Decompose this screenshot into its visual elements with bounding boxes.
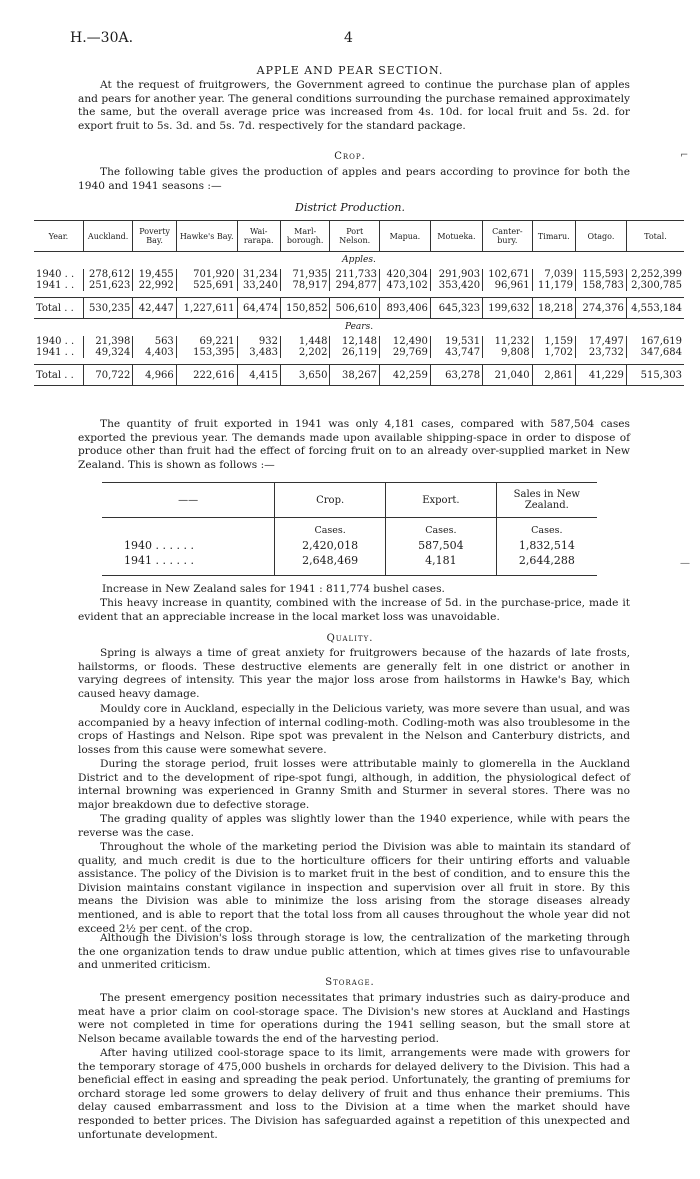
column-header: Hawke's Bay. — [176, 221, 237, 252]
table-cell: 4,181 — [386, 553, 497, 576]
column-header: Crop. — [275, 483, 386, 518]
column-header: Auckland. — [83, 221, 133, 252]
table-cell: 26,119 — [330, 347, 380, 358]
table-cell: 294,877 — [330, 280, 380, 291]
table-cell: 153,395 — [176, 347, 237, 358]
table-cell: 29,769 — [379, 347, 430, 358]
table-header-row — [34, 221, 684, 252]
table-cell: 2,648,469 — [275, 553, 386, 576]
table-row — [34, 347, 684, 358]
quality-paragraph-1: Spring is always a time of great anxiety for fruitgrowers because of the hazards of late frosts, hailstorms, or floods. These destructive elements are generally felt in one district or another in varying degrees of intensity. This year the major loss arose from hailstorms in Hawke's Bay, which caused heavy damage. — [78, 647, 630, 700]
table-cell: 158,783 — [576, 280, 627, 291]
table-cell: 473,102 — [379, 280, 430, 291]
export-header-row — [102, 483, 597, 518]
table-cell: 150,852 — [280, 298, 330, 319]
table-cell: 645,323 — [430, 298, 482, 319]
table-cell: 43,747 — [430, 347, 482, 358]
table-cell: 3,650 — [280, 365, 330, 386]
table-cell: 420,304 — [379, 269, 430, 280]
quality-paragraph-4: The grading quality of apples was slightly lower than the 1940 experience, while with pears the reverse was the case. — [78, 813, 630, 839]
column-header: —— — [102, 483, 275, 518]
table-cell: 11,179 — [532, 280, 575, 291]
column-header: Timaru. — [532, 221, 575, 252]
table-cell: 12,148 — [330, 336, 380, 347]
table-cell: 2,252,399 — [626, 269, 684, 280]
table-cell: 278,612 — [83, 269, 133, 280]
row-label: 1941 . . — [36, 280, 75, 291]
section-title: APPLE AND PEAR SECTION. — [256, 64, 444, 77]
table-cell: 42,447 — [133, 298, 176, 319]
table-cell: 1,227,611 — [176, 298, 237, 319]
unit-label: Cases. — [496, 518, 597, 539]
table-row — [102, 553, 597, 576]
table-cell: 893,406 — [379, 298, 430, 319]
table-row — [102, 538, 597, 553]
table-cell: 2,420,018 — [275, 538, 386, 553]
column-header: Total. — [626, 221, 684, 252]
total-row — [34, 365, 684, 386]
table-cell: 1,448 — [280, 336, 330, 347]
table-cell: 12,490 — [379, 336, 430, 347]
table-cell: 2,861 — [532, 365, 575, 386]
row-label: 1941 . . . . . . — [102, 553, 275, 576]
table-cell: 102,671 — [483, 269, 533, 280]
row-label: 1940 . . — [36, 336, 75, 347]
table-cell: 701,920 — [176, 269, 237, 280]
table-cell: 353,420 — [430, 280, 482, 291]
table-cell: 563 — [133, 336, 176, 347]
table-cell: 167,619 — [626, 336, 684, 347]
table-cell: 115,593 — [576, 269, 627, 280]
table-cell: 1,832,514 — [496, 538, 597, 553]
table-cell: 17,497 — [576, 336, 627, 347]
increase-line: Increase in New Zealand sales for 1941 : 811,774 bushel cases. — [102, 583, 445, 595]
unit-label: Cases. — [386, 518, 497, 539]
table-cell: 2,644,288 — [496, 553, 597, 576]
row-label: 1941 . . — [36, 347, 75, 358]
margin-mark: ⌐ — [680, 150, 689, 161]
column-header: Poverty Bay. — [133, 221, 176, 252]
table-cell: 96,961 — [483, 280, 533, 291]
quality-paragraph-3: During the storage period, fruit losses were attributable mainly to glomerella in the Auckland District and to the development of ripe-spot fungi, although, in addition, the physiological defect of internal browning was experienced in Granny Smith and Sturmer in several stores. There was no major breakdown due to defective storage. — [78, 758, 630, 811]
table-cell: 21,040 — [483, 365, 533, 386]
table-cell: 11,232 — [483, 336, 533, 347]
table-row — [34, 280, 684, 291]
table-cell: 4,553,184 — [626, 298, 684, 319]
table-cell: 23,732 — [576, 347, 627, 358]
table-cell: 31,234 — [237, 269, 280, 280]
table-cell: 347,684 — [626, 347, 684, 358]
table-cell: 38,267 — [330, 365, 380, 386]
table-cell: 63,278 — [430, 365, 482, 386]
total-row — [34, 298, 684, 319]
table-cell: 530,235 — [83, 298, 133, 319]
table-cell: 4,403 — [133, 347, 176, 358]
column-header: Sales in New Zealand. — [496, 483, 597, 518]
column-header: Mapua. — [379, 221, 430, 252]
table-cell: 222,616 — [176, 365, 237, 386]
table-cell: 211,733 — [330, 269, 380, 280]
table-cell: 2,202 — [280, 347, 330, 358]
table-cell: 71,935 — [280, 269, 330, 280]
table-cell: 19,455 — [133, 269, 176, 280]
table-cell: 506,610 — [330, 298, 380, 319]
table-body — [34, 252, 684, 386]
storage-paragraph-2: After having utilized cool-storage space to its limit, arrangements were made with growers for the temporary storage of 475,000 bushels in orchards for delayed delivery to the Division. This had a beneficial effect in easing and spreading the peak period. Unfortunately, the granting of premiums for orchard storage led some growers to delay delivery of fruit and thus enhance their premiums. This delay caused embarrassment and loss to the Division at a time when the market should have responded to better prices. The Division has safeguarded against a repetition of this unexpected and unfortunate development. — [78, 1047, 630, 1141]
table-cell: 9,808 — [483, 347, 533, 358]
crop-paragraph: The following table gives the production of apples and pears according to province for both the 1940 and 1941 seasons :— — [78, 166, 630, 192]
unit-label: Cases. — [275, 518, 386, 539]
table-cell: 18,218 — [532, 298, 575, 319]
table-cell: 4,415 — [237, 365, 280, 386]
column-header: Year. — [34, 221, 83, 252]
table-cell: 33,240 — [237, 280, 280, 291]
table-cell: 515,303 — [626, 365, 684, 386]
table-cell: 1,702 — [532, 347, 575, 358]
district-production-table — [34, 220, 684, 386]
quality-paragraph-6: Although the Division's loss through storage is low, the centralization of the marketing through the one organization tends to draw undue public attention, which at times gives rise to unfavourable and unmerited criticism. — [78, 932, 630, 972]
row-label: Total . . — [34, 298, 83, 319]
intro-paragraph: At the request of fruitgrowers, the Government agreed to continue the purchase plan of apples and pears for another year. The general conditions surrounding the purchase remained approximately the same, but the overall average price was increased from 4s. 10d. for local fruit and 5s. 2d. for export fruit to 5s. 3d. and 5s. 7d. respectively for the standard package. — [78, 79, 630, 132]
table-cell: 22,992 — [133, 280, 176, 291]
column-header: Marl-borough. — [280, 221, 330, 252]
table-row — [34, 336, 684, 347]
column-header: Motueka. — [430, 221, 482, 252]
storage-paragraph-1: The present emergency position necessitates that primary industries such as dairy-produce and meat have a prior claim on cool-storage space. The Division's new stores at Auckland and Hastings were not completed in time for operations during the 1941 selling season, but the small store at Nelson became available towards the end of the harvesting period. — [78, 992, 630, 1045]
quality-paragraph-5: Throughout the whole of the marketing period the Division was able to maintain its standard of quality, and much credit is due to the horticulture officers for their untiring efforts and valuable assistance. The policy of the Division is to market fruit in the best of condition, and to ensure this the Division maintains constant vigilance in inspection and supervision over all fruit in store. By this means the Division was able to minimize the loss arising from the storage diseases already mentioned, and is able to report that the total loss from all causes throughout the whole year did not exceed 2½ per cent. of the crop. — [78, 841, 630, 935]
quality-heading: Quality. — [326, 633, 374, 644]
column-header: Wai-rarapa. — [237, 221, 280, 252]
table-cell: 525,691 — [176, 280, 237, 291]
table-cell: 64,474 — [237, 298, 280, 319]
table-cell: 78,917 — [280, 280, 330, 291]
units-row — [102, 518, 597, 539]
export-table-body — [102, 518, 597, 576]
quality-paragraph-2: Mouldy core in Auckland, especially in the Delicious variety, was more severe than usual, and was accompanied by a heavy infection of internal codling-moth. Codling-moth was also troublesome in the crops of Hastings and Nelson. Ripe spot was prevalent in the Nelson and Canterbury districts, and losses from this cause were somewhat severe. — [78, 703, 630, 756]
increase-paragraph: This heavy increase in quantity, combined with the increase of 5d. in the purchase-price, made it evident that an appreciable increase in the local market loss was unavoidable. — [78, 597, 630, 623]
table-cell: 1,159 — [532, 336, 575, 347]
storage-heading: Storage. — [325, 977, 375, 988]
page-number: 4 — [344, 30, 353, 46]
table-row — [34, 269, 684, 280]
table-cell: 41,229 — [576, 365, 627, 386]
table-cell: 70,722 — [83, 365, 133, 386]
export-table — [102, 482, 597, 576]
table-cell: 69,221 — [176, 336, 237, 347]
row-label: Total . . — [34, 365, 83, 386]
column-header: Export. — [386, 483, 497, 518]
table-cell: 19,531 — [430, 336, 482, 347]
margin-mark: — — [680, 558, 690, 569]
table-cell: 932 — [237, 336, 280, 347]
band-label: Apples. — [342, 255, 376, 265]
band-label: Pears. — [344, 322, 374, 332]
column-header: Otago. — [576, 221, 627, 252]
table-cell: 4,966 — [133, 365, 176, 386]
table-cell: 21,398 — [83, 336, 133, 347]
apples-band — [34, 252, 684, 270]
column-header: Canter-bury. — [483, 221, 533, 252]
export-paragraph: The quantity of fruit exported in 1941 was only 4,181 cases, compared with 587,504 cases exported the previous year. The demands made upon available shipping-space in order to dispose of produce other than fruit had the effect of forcing fruit on to an already over-supplied market in New Zealand. This is shown as follows :— — [78, 418, 630, 471]
pears-band — [34, 319, 684, 337]
table-cell: 291,903 — [430, 269, 482, 280]
table-cell: 42,259 — [379, 365, 430, 386]
column-header: Port Nelson. — [330, 221, 380, 252]
crop-heading: Crop. — [334, 151, 366, 162]
table-cell: 7,039 — [532, 269, 575, 280]
table-cell: 587,504 — [386, 538, 497, 553]
table-cell: 2,300,785 — [626, 280, 684, 291]
row-label: 1940 . . . . . . — [124, 539, 194, 552]
district-table-caption: District Production. — [295, 201, 405, 214]
unit-label — [102, 518, 275, 539]
document-code: H.—30A. — [70, 30, 134, 46]
table-cell: 199,632 — [483, 298, 533, 319]
table-cell: 251,623 — [83, 280, 133, 291]
table-cell: 274,376 — [576, 298, 627, 319]
row-label: 1940 . . — [36, 269, 75, 280]
table-cell: 3,483 — [237, 347, 280, 358]
table-cell: 49,324 — [83, 347, 133, 358]
